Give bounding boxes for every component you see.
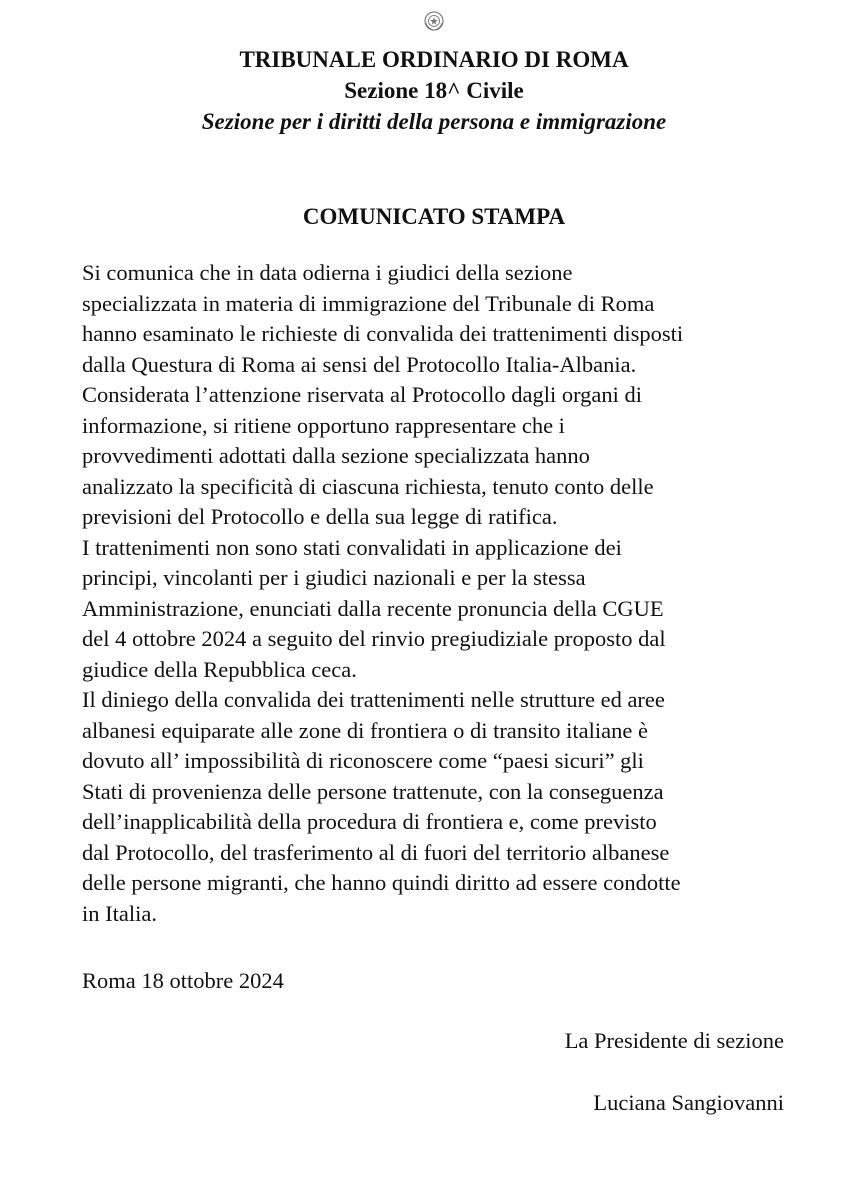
subsection-name: Sezione per i diritti della persona e immigrazione xyxy=(201,109,667,134)
text-line: del 4 ottobre 2024 a seguito del rinvio pregiudiziale proposto dal xyxy=(82,626,666,651)
text-line: principi, vincolanti per i giudici nazionali e per la stessa xyxy=(82,565,586,590)
text-line: Stati di provenienza delle persone trattenute, con la conseguenza xyxy=(82,778,664,804)
text-line: dell’inapplicabilità della procedura di frontiera e, come previsto xyxy=(82,809,657,834)
text-line: analizzato la specificità di ciascuna richiesta, tenuto conto delle xyxy=(82,473,654,499)
document-title: COMUNICATO STAMPA xyxy=(302,204,566,229)
text-line: previsioni del Protocollo e della sua legge di ratifica. xyxy=(82,504,558,529)
text-line: dalla Questura di Roma ai sensi del Protocollo Italia-Albania. xyxy=(82,351,637,377)
italian-republic-emblem-icon xyxy=(423,10,445,32)
text-line: I trattenimenti non sono stati convalidati in applicazione dei xyxy=(82,534,622,560)
text-line: Amministrazione, enunciati dalla recente pronuncia della CGUE xyxy=(82,595,664,621)
text-line: informazione, si ritiene opportuno rappresentare che i xyxy=(82,412,565,438)
text-line: dal Protocollo, del trasferimento al di fuori del territorio albanese xyxy=(82,839,670,865)
signatory-role: La Presidente di sezione xyxy=(564,1028,784,1053)
text-line: giudice della Repubblica ceca. xyxy=(82,656,357,682)
court-name: TRIBUNALE ORDINARIO DI ROMA xyxy=(239,47,629,72)
text-line: Si comunica che in data odierna i giudici della sezione xyxy=(82,260,573,285)
place-and-date: Roma 18 ottobre 2024 xyxy=(82,968,284,993)
signatory-name: Luciana Sangiovanni xyxy=(593,1090,784,1115)
text-line: in Italia. xyxy=(82,900,157,926)
text-line: dovuto all’ impossibilità di riconoscere come “paesi sicuri” gli xyxy=(82,748,644,773)
text-line: provvedimenti adottati dalla sezione specializzata hanno xyxy=(82,443,590,468)
text-line: albanesi equiparate alle zone di frontiera o di transito italiane è xyxy=(82,717,649,743)
text-line: specializzata in materia di immigrazione del Tribunale di Roma xyxy=(82,290,655,316)
press-release-body xyxy=(82,258,802,929)
paragraph-1 xyxy=(82,258,802,533)
text-line: hanno esaminato le richieste di convalida dei trattenimenti disposti xyxy=(82,321,684,346)
text-line: delle persone migranti, che hanno quindi diritto ad essere condotte xyxy=(82,870,681,895)
document-header xyxy=(0,44,868,137)
paragraph-3 xyxy=(82,685,802,929)
text-line: Considerata l’attenzione riservata al Protocollo dagli organi di xyxy=(82,382,643,407)
section-name: Sezione 18^ Civile xyxy=(344,78,524,103)
paragraph-2 xyxy=(82,533,802,686)
text-line: Il diniego della convalida dei trattenimenti nelle strutture ed aree xyxy=(82,687,665,712)
